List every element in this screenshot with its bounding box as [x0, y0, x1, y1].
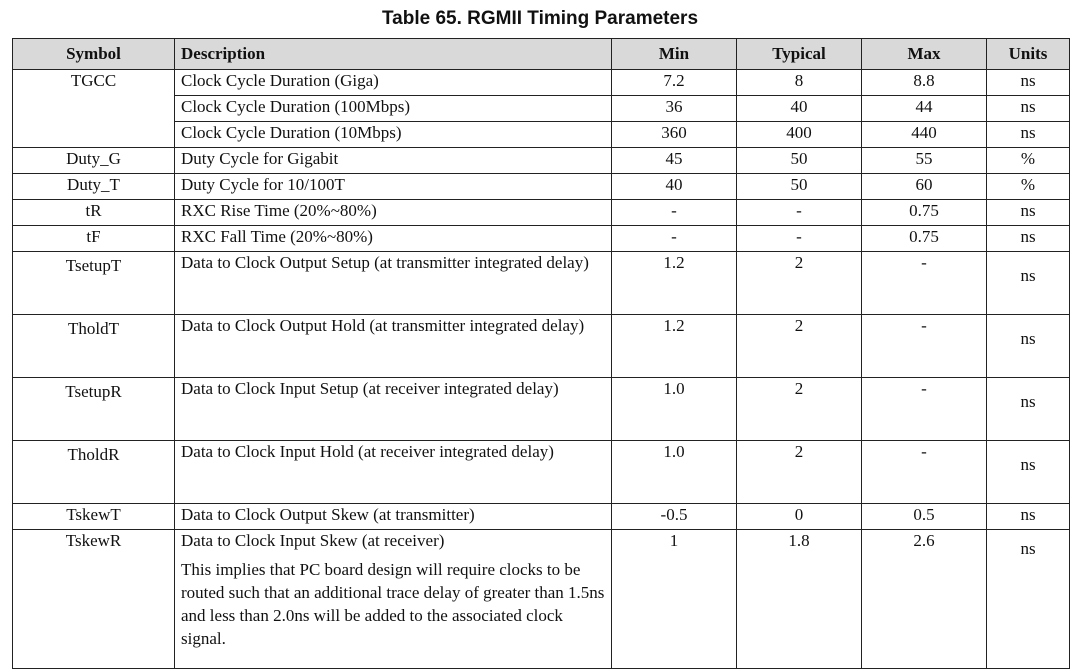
table-row: [13, 226, 1070, 252]
symbol-cell: Duty_G: [13, 148, 175, 174]
design-note: This implies that PC board design will require clocks to be routed such that an additional trace delay of greater than 1.5ns and less than 2.0ns will be added to the associated clock signal.: [181, 560, 605, 648]
max-cell: -: [862, 441, 987, 504]
header-min: Min: [612, 39, 737, 70]
units-cell: ns: [987, 226, 1070, 252]
table-row: [13, 441, 1070, 504]
header-max: Max: [862, 39, 987, 70]
typical-cell: 50: [737, 148, 862, 174]
table-row: [13, 174, 1070, 200]
max-cell: 0.5: [862, 504, 987, 530]
units-cell: ns: [987, 122, 1070, 148]
min-cell: -: [612, 226, 737, 252]
header-units: Units: [987, 39, 1070, 70]
max-cell: 55: [862, 148, 987, 174]
max-cell: 440: [862, 122, 987, 148]
units-cell: ns: [987, 96, 1070, 122]
typical-cell: 0: [737, 504, 862, 530]
description-cell: Data to Clock Input Setup (at receiver integrated delay): [175, 378, 612, 441]
symbol-cell: tR: [13, 200, 175, 226]
typical-cell: 2: [737, 378, 862, 441]
max-cell: 2.6: [862, 530, 987, 669]
max-cell: 44: [862, 96, 987, 122]
min-cell: 1.2: [612, 315, 737, 378]
min-cell: 360: [612, 122, 737, 148]
header-typical: Typical: [737, 39, 862, 70]
symbol-cell: TholdR: [13, 441, 175, 504]
min-cell: 1.2: [612, 252, 737, 315]
description-cell: Clock Cycle Duration (Giga): [175, 70, 612, 96]
max-cell: 0.75: [862, 200, 987, 226]
symbol-cell: Duty_T: [13, 174, 175, 200]
typical-cell: 50: [737, 174, 862, 200]
symbol-cell: TskewR: [13, 530, 175, 669]
symbol-cell: TGCC: [13, 70, 175, 148]
header-symbol: Symbol: [13, 39, 175, 70]
units-cell: %: [987, 174, 1070, 200]
min-cell: -: [612, 200, 737, 226]
max-cell: -: [862, 252, 987, 315]
min-cell: 36: [612, 96, 737, 122]
units-cell: ns: [987, 378, 1070, 441]
typical-cell: 2: [737, 252, 862, 315]
description-cell: Duty Cycle for Gigabit: [175, 148, 612, 174]
symbol-cell: TskewT: [13, 504, 175, 530]
symbol-cell: tF: [13, 226, 175, 252]
typical-cell: -: [737, 200, 862, 226]
typical-cell: 2: [737, 441, 862, 504]
typical-cell: 8: [737, 70, 862, 96]
typical-cell: 40: [737, 96, 862, 122]
min-cell: 1.0: [612, 378, 737, 441]
max-cell: 0.75: [862, 226, 987, 252]
max-cell: 60: [862, 174, 987, 200]
table-row: [13, 315, 1070, 378]
header-description: Description: [175, 39, 612, 70]
typical-cell: 2: [737, 315, 862, 378]
description-text: Data to Clock Input Skew (at receiver): [181, 531, 445, 550]
typical-cell: 400: [737, 122, 862, 148]
symbol-cell: TsetupT: [13, 252, 175, 315]
description-cell: Clock Cycle Duration (100Mbps): [175, 96, 612, 122]
units-cell: ns: [987, 70, 1070, 96]
table-row: [13, 504, 1070, 530]
symbol-cell: TholdT: [13, 315, 175, 378]
table-row: [13, 70, 1070, 96]
description-cell: RXC Fall Time (20%~80%): [175, 226, 612, 252]
min-cell: 40: [612, 174, 737, 200]
units-cell: ns: [987, 200, 1070, 226]
table-row: [13, 148, 1070, 174]
typical-cell: -: [737, 226, 862, 252]
description-cell: Clock Cycle Duration (10Mbps): [175, 122, 612, 148]
min-cell: 45: [612, 148, 737, 174]
table-row: [13, 200, 1070, 226]
rgmii-timing-table: [12, 38, 1070, 669]
units-cell: ns: [987, 315, 1070, 378]
min-cell: 1.0: [612, 441, 737, 504]
units-cell: ns: [987, 441, 1070, 504]
units-cell: ns: [987, 252, 1070, 315]
units-cell: ns: [987, 504, 1070, 530]
min-cell: -0.5: [612, 504, 737, 530]
max-cell: 8.8: [862, 70, 987, 96]
description-cell: RXC Rise Time (20%~80%): [175, 200, 612, 226]
min-cell: 1: [612, 530, 737, 669]
header-row: [13, 39, 1070, 70]
table-row: [13, 252, 1070, 315]
description-cell: [175, 530, 612, 669]
description-cell: Data to Clock Input Hold (at receiver integrated delay): [175, 441, 612, 504]
table-caption: Table 65. RGMII Timing Parameters: [381, 8, 699, 29]
max-cell: -: [862, 315, 987, 378]
description-cell: Data to Clock Output Skew (at transmitter): [175, 504, 612, 530]
table-row: [13, 378, 1070, 441]
max-cell: -: [862, 378, 987, 441]
units-cell: %: [987, 148, 1070, 174]
symbol-cell: TsetupR: [13, 378, 175, 441]
min-cell: 7.2: [612, 70, 737, 96]
description-cell: Data to Clock Output Hold (at transmitter integrated delay): [175, 315, 612, 378]
typical-cell: 1.8: [737, 530, 862, 669]
description-cell: Data to Clock Output Setup (at transmitter integrated delay): [175, 252, 612, 315]
table-row: [13, 530, 1070, 669]
description-cell: Duty Cycle for 10/100T: [175, 174, 612, 200]
units-cell: ns: [987, 530, 1070, 669]
